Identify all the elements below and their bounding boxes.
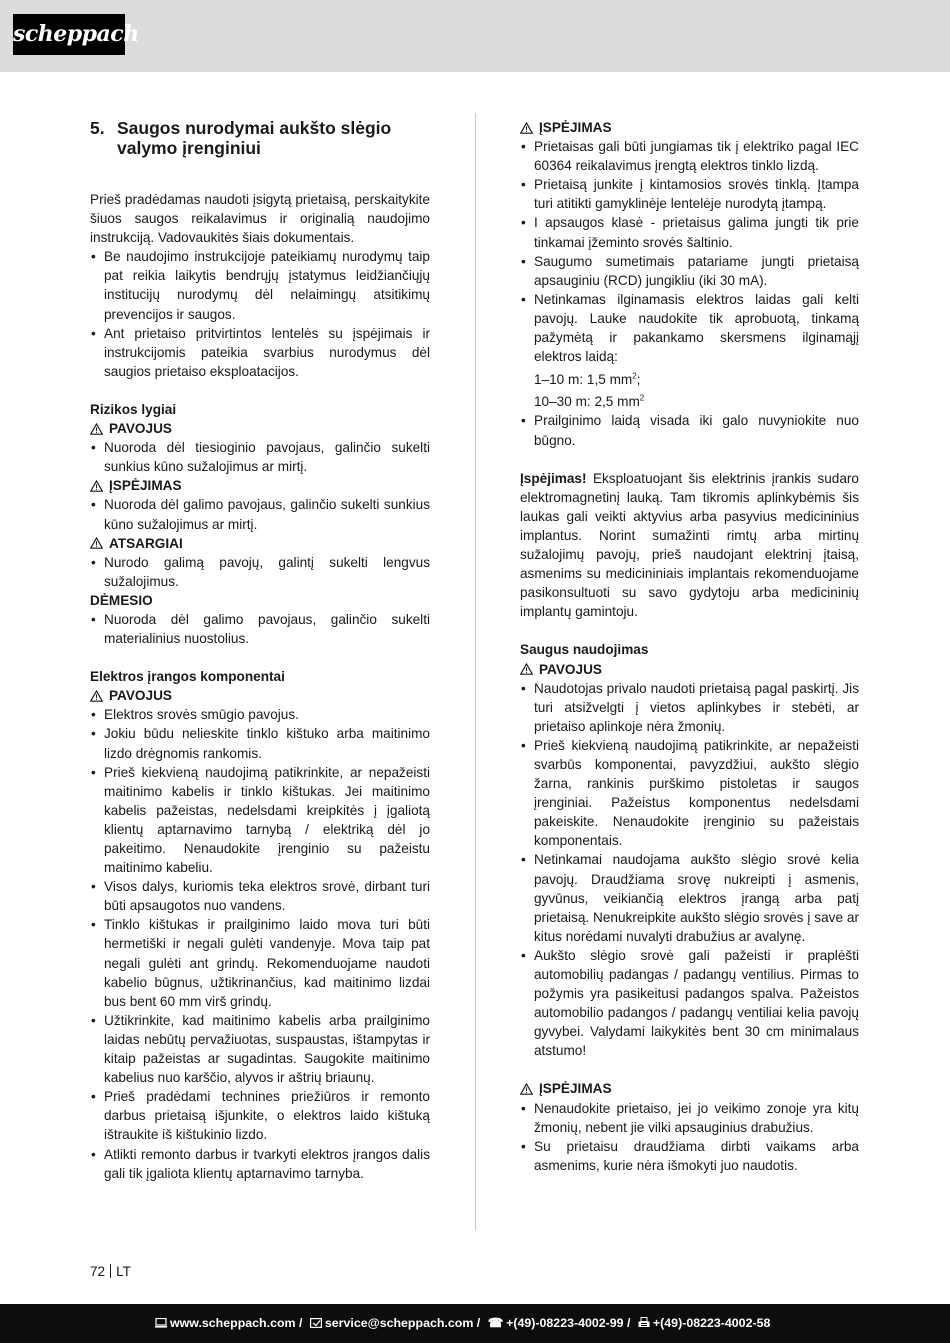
section-title-line1: Saugos nurodymai aukšto slėgio	[117, 118, 392, 138]
list-item: • Ant prietaiso pritvirtintos lentelės su įspėjimais ir instrukcijomis pateikia svarbius nurodymus dėl saugios prietaiso eksploatacijos.	[90, 324, 430, 381]
warning-triangle-icon	[90, 537, 103, 549]
list-item: • Prietaisas gali būti jungiamas tik į elektriko pagal IEC 60364 reikalavimus įrengtą elektros tinklo lizdą.	[520, 137, 859, 175]
right-column	[520, 118, 859, 1175]
left-column	[90, 118, 430, 1183]
danger-label: PAVOJUS	[90, 686, 430, 705]
scheppach-logo[interactable]: scheppach	[13, 14, 125, 55]
list-item: • Užtikrinkite, kad maitinimo kabelis arba prailginimo laidas nebūtų pervažiuotas, suspaustas, ištampytas ir kitaip pažeistas ar sugadintas. Saugokite maitinimo kabelius nuo karščio, alyvos ir aštrių briaunų.	[90, 1011, 430, 1087]
header-bar	[0, 0, 950, 72]
list-item: • Prieš pradėdami technines priežiūros ir remonto darbus prietaisą išjunkite, o elektros laido kištuką ištraukite iš kištukinio lizdo.	[90, 1087, 430, 1144]
section-title-line2: valymo įrenginiui	[117, 138, 261, 158]
danger-label: PAVOJUS	[90, 419, 430, 438]
electrical-heading: Elektros įrangos komponentai	[90, 669, 285, 685]
list-item: • Atlikti remonto darbus ir tvarkyti elektros įrangos dalis gali tik įgaliota klientų aptarnavimo tarnyba.	[90, 1145, 430, 1183]
list-item: • Prieš kiekvieną naudojimą patikrinkite, ar nepažeisti maitinimo kabelis ir tinklo kištukas. Jei maitinimo kabelis pažeistas, nedelsdami kreipkitės į įgaliotą klientų aptarnavimo tarnybą / elektriką dėl jo pakeitimo. Nenaudokite įrenginio su pažeistu maitinimo kabeliu.	[90, 763, 430, 878]
power-warning-list	[520, 137, 859, 450]
warning-triangle-icon	[90, 690, 103, 702]
phone-icon: ☎	[487, 1316, 504, 1330]
email-icon	[310, 1304, 322, 1343]
list-item: • Tinklo kištukas ir prailginimo laido mova turi būti hermetiški ir negali gulėti vandenyje. Mova taip pat negali gulėti ant grindų. Rekomenduojame naudoti kabelio būgnus, užtikrinančius, kad maitinimo lizdai bus bent 60 mm virš grindų.	[90, 915, 430, 1010]
warning-triangle-icon	[520, 122, 533, 134]
safe-use-warning-list	[520, 1099, 859, 1175]
footer-bar	[0, 1304, 950, 1343]
list-item: • Saugumo sumetimais patariame jungti prietaisą apsauginiu (RCD) jungikliu (iki 30 mA).	[520, 252, 859, 290]
list-item: • Be naudojimo instrukcijoje pateikiamų nurodymų taip pat reikia laikytis bendrųjų įstatymus leidžiančiųjų institucijų nurodymų dėl nelaimingų atsitikimų prevencijos ir saugos.	[90, 247, 430, 323]
section-number: 5.	[90, 118, 105, 138]
warning-triangle-icon	[90, 423, 103, 435]
list-item: • Jokiu būdu nelieskite tinklo kištuko arba maitinimo lizdo drėgnomis rankomis.	[90, 724, 430, 762]
list-item: • Prailginimo laidą visada iki galo nuvyniokite nuo būgno.	[520, 411, 859, 449]
warning-triangle-icon	[520, 1083, 533, 1095]
list-item: • I apsaugos klasė - prietaisus galima jungti tik prie tinkamai įžeminto srovės šaltinio.	[520, 213, 859, 251]
footer-website-link[interactable]: www.scheppach.com /	[170, 1316, 303, 1330]
cable-spec-2: 10–30 m: 2,5 $mm^2$	[534, 393, 645, 410]
list-item: • Nenaudokite prietaiso, jei jo veikimo zonoje yra kitų žmonių, nebent jie vilki apsauginius drabužius.	[520, 1099, 859, 1137]
caution-label: ATSARGIAI	[90, 534, 430, 553]
section-title	[90, 118, 430, 158]
list-item: • Naudotojas privalo naudoti prietaisą pagal paskirtį. Jis turi atsižvelgti į vietos aplinkybes ir stebėti, ar prietaiso aplinkoje nėra žmonių.	[520, 679, 859, 736]
list-item: • Elektros srovės smūgio pavojus.	[90, 705, 430, 724]
list-item: • Nurodo galimą pavojų, galintį sukelti lengvus sužalojimus.	[90, 553, 430, 591]
footer-fax: +(49)-08223-4002-58	[652, 1316, 771, 1330]
list-item: • Su prietaisu draudžiama dirbti vaikams arba asmenims, kurie nėra išmokyti juo naudotis.	[520, 1137, 859, 1175]
warning-triangle-icon	[90, 480, 103, 492]
list-item: • Nuoroda dėl tiesioginio pavojaus, galinčio sukelti sunkius kūno sužalojimus ar mirtį.	[90, 438, 430, 476]
fax-icon	[638, 1304, 650, 1343]
list-item: • Aukšto slėgio srovė gali pažeisti ir praplėšti automobilių padangas / padangų ventilius. Pirmas to požymis yra pasikeitusi padangos spalva. Pažeistos automobilio padangos / padangų ventiliai kelia pavojų gyvybei. Valydami laikykitės bent 30 cm minimalaus atstumo!	[520, 946, 859, 1061]
safe-use-heading: Saugus naudojimas	[520, 642, 649, 658]
computer-icon	[155, 1304, 167, 1343]
list-item: • Nuoroda dėl galimo pavojaus, galinčio sukelti materialinius nuostolius.	[90, 610, 430, 648]
list-item: • Prietaisą junkite į kintamosios srovės tinklą. Įtampa turi atitikti gamyklinėje lentelėje nurodytą įtampą.	[520, 175, 859, 213]
cable-spec-1: 1–10 m: 1,5 $mm^2$;	[534, 371, 641, 387]
danger-label: PAVOJUS	[520, 660, 859, 679]
notice-label: DĖMESIO	[90, 592, 153, 608]
column-divider	[475, 113, 476, 1230]
list-item: • Netinkamas ilginamasis elektros laidas gali kelti pavojų. Lauke naudokite tik aprobuotą, tinkamą pažymėtą ir pakankamo skersmens ilginamąjį elektros laidą: 1–10 m: 1,5 $mm^2$; 10–30 m: 2,5 $mm^2$	[520, 290, 859, 412]
list-item: • Prieš kiekvieną naudojimą patikrinkite, ar nepažeisti svarbūs komponentai, pavyzdžiui, aukšto slėgio žarna, rankinis purškimo pistoletas ir saugos įrenginiai. Pažeistus komponentus nedelsdami pakeiskite. Nenaudokite įrenginio su pažeistais komponentais.	[520, 736, 859, 851]
intro-list	[90, 247, 430, 381]
intro-text: Prieš pradėdamas naudoti įsigytą prietaisą, perskaitykite šiuos saugos reikalavimus ir originalią naudojimo instrukciją. Vadovaukitės šiais dokumentais.	[90, 192, 430, 246]
safe-use-list	[520, 679, 859, 1061]
list-item: • Nuoroda dėl galimo pavojaus, galinčio sukelti sunkius kūno sužalojimus ar mirtį.	[90, 495, 430, 533]
warning-triangle-icon	[520, 663, 533, 675]
emf-warning-text: Įspėjimas! Eksploatuojant šis elektrinis įrankis sudaro elektromagnetinį lauką. Tam tikromis aplinkybėmis šis laukas gali veikti aktyvius arba pasyvius medicininius implantus. Norint sumažinti rimtų arba mirtinų sužalojimų pavojų, prieš naudojant elektrinį įtaisą, asmenims su medicininiais implantais rekomenduojame pasikonsultuoti su savo gydytoju arba medicininių implantų gamintoju.	[520, 470, 859, 620]
list-item: • Visos dalys, kuriomis teka elektros srovė, dirbant turi būti apsaugotos nuo vandens.	[90, 877, 430, 915]
footer-email-link[interactable]: service@scheppach.com /	[324, 1316, 481, 1330]
electrical-list	[90, 705, 430, 1182]
page-number: 72 LT	[90, 1264, 131, 1279]
warning-label: ĮSPĖJIMAS	[90, 476, 430, 495]
warning-label: ĮSPĖJIMAS	[520, 118, 859, 137]
risk-levels-heading: Rizikos lygiai	[90, 401, 177, 417]
footer-phone[interactable]: +(49)-08223-4002-99 /	[506, 1316, 631, 1330]
list-item: • Netinkamai naudojama aukšto slėgio srovė kelia pavojų. Draudžiama srovę nukreipti į asmenis, gyvūnus, veikiančią elektros įrangą arba patį prietaisą. Nenukreipkite aukšto slėgio srovės į save ar kitus norėdami nuvalyti drabužius ar avalynę.	[520, 850, 859, 945]
warning-label: ĮSPĖJIMAS	[520, 1079, 859, 1098]
